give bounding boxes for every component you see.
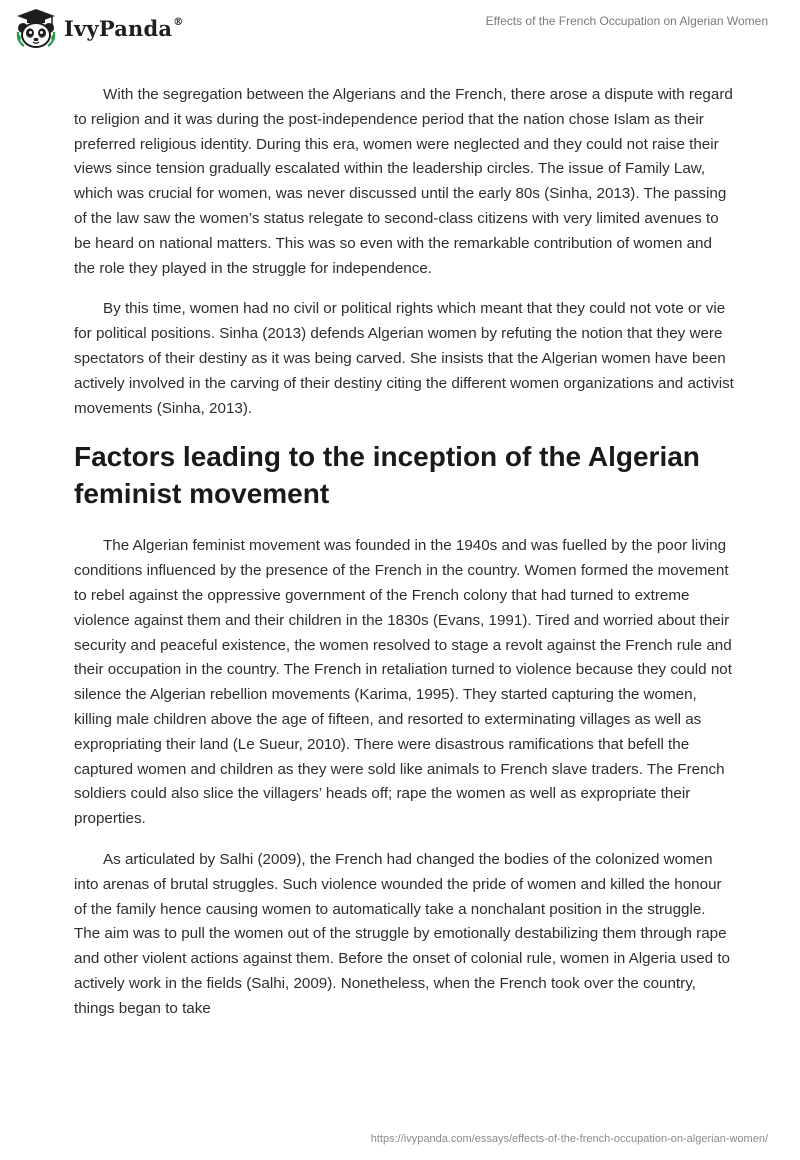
section-heading: Factors leading to the inception of the Algerian feminist movement [74,441,700,510]
paragraph: With the segregation between the Algerians and the French, there arose a dispute with regard to religion and it was during the post-independence period that the nation chose Islam as their preferred religious identity. During this era, women were neglected and they could not raise their views since tension gradually escalated within the leadership circles. The issue of Family Law, which was crucial for women, was never discussed until the early 80s (Sinha, 2013). The passing of the law saw the women’s status relegate to second-class citizens with very limited avenues to be heard on national matters. This was so even with the remarkable contribution of women and the role they played in the struggle for independence. [74,86,733,277]
source-url[interactable]: https://ivypanda.com/essays/effects-of-the-french-occupation-on-algerian-women/ [370,1133,768,1145]
paragraph: The Algerian feminist movement was founded in the 1940s and was fuelled by the poor living conditions influenced by the presence of the French in the country. Women formed the movement to rebel against the oppressive government of the French colony that had turned to extreme violence against them and their children in the 1830s (Evans, 1991). Tired and worried about their security and peaceful existence, the women resolved to stage a revolt against the French rule and their occupation in the country. The French in retaliation turned to violence because they could not silence the Algerian rebellion movements (Karima, 1995). They started capturing the women, killing male children above the age of fifteen, and resorted to exterminating villages as well as expropriating their land (Le Sueur, 2010). There were disastrous ramifications that befell the captured women and children as they were sold like animals to French slave traders. The French soldiers could also slice the villagers’ heads off; rape the women as well as expropriate their properties. [74,537,732,828]
essay-body [74,83,734,1038]
document-title: Effects of the French Occupation on Algerian Women [485,14,768,28]
panda-graduate-icon [14,8,58,48]
page-header [0,0,800,60]
paragraph: By this time, women had no civil or political rights which meant that they could not vote or vie for political positions. Sinha (2013) defends Algerian women by refuting the notion that they were spectators of their destiny as it was being carved. She insists that the Algerian women have been actively involved in the carving of their destiny citing the different women organizations and activist movements (Sinha, 2013). [74,300,734,417]
brand-logo[interactable] [14,8,183,48]
brand-name: IvyPanda® [64,15,184,41]
paragraph: As articulated by Salhi (2009), the French had changed the bodies of the colonized women into arenas of brutal struggles. Such violence wounded the pride of women and killed the honour of the family hence causing women to automatically take a nonchalant position in the struggle. The aim was to pull the women out of the struggle by emotionally destabilizing them through rape and other violent actions against them. Before the onset of colonial rule, women in Algeria used to actively work in the fields (Salhi, 2009). Nonetheless, when the French took over the country, things began to take [74,850,730,1017]
